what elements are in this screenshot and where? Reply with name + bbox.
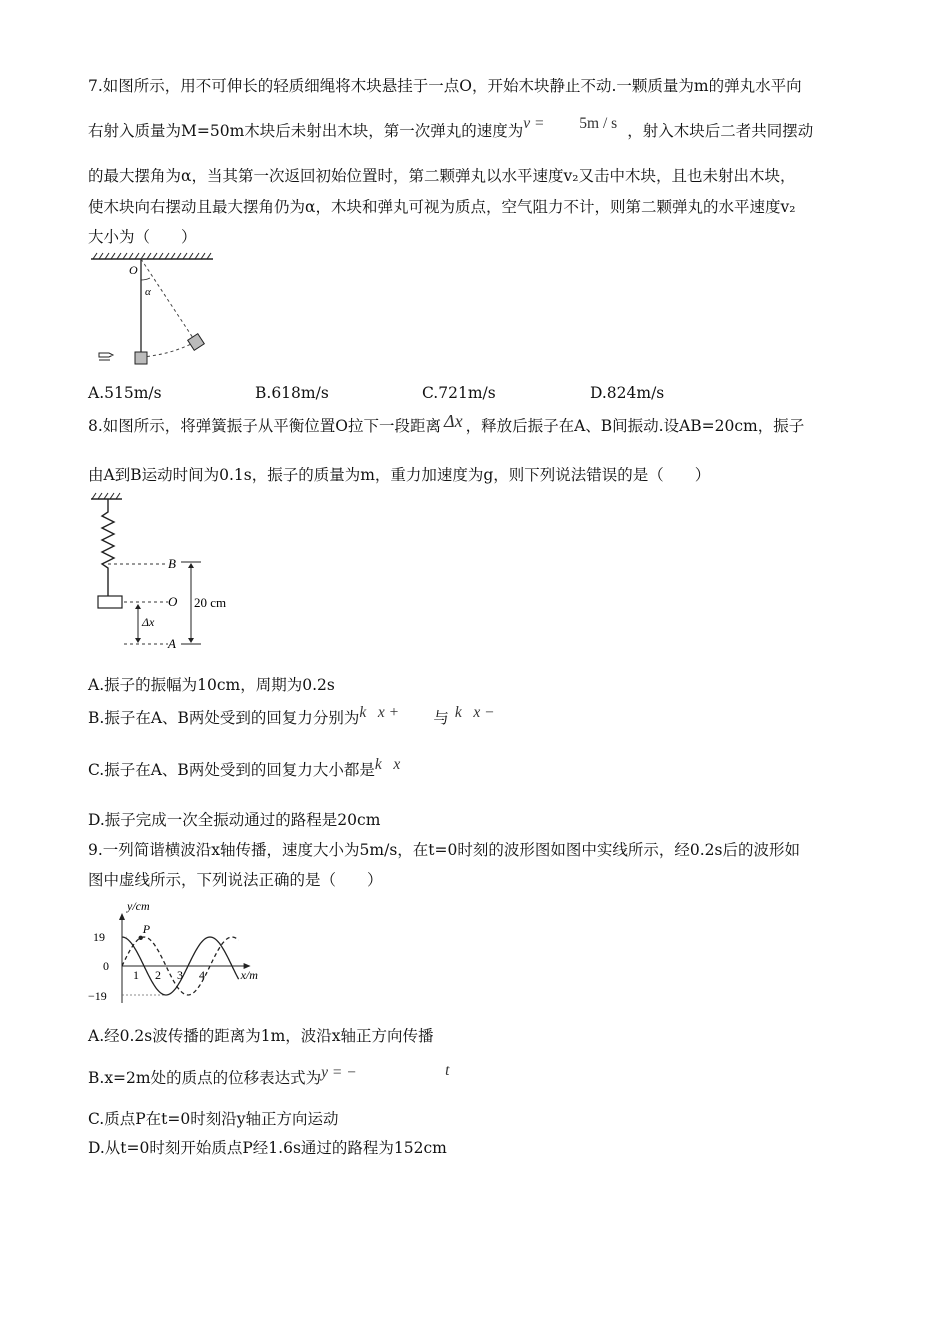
y-axis-label: y/cm (127, 899, 150, 913)
bullet-icon (99, 353, 113, 360)
q8-option-d[interactable]: D.振子完成一次全振动通过的路程是20cm (88, 811, 381, 829)
label-O: O (129, 263, 138, 277)
y-tick-label-top: 19 (93, 930, 105, 944)
q8-option-b-mid: 与 (433, 709, 449, 727)
y-axis-arrow (119, 913, 125, 920)
label-alpha: α (145, 286, 151, 298)
q9-option-a[interactable]: A.经0.2s波传播的距离为1m，波沿x轴正方向传播 (88, 1027, 434, 1045)
label-A: A (168, 636, 176, 650)
q7-eq-speed: 5m / s (579, 115, 618, 132)
q8-line1 (88, 411, 805, 436)
y-tick-label-zero: 0 (103, 959, 109, 973)
q9-line1: 9.一列简谐横波沿x轴传播，速度大小为5m/s，在t=0时刻的波形图如图中实线所示，经0.2s后的波形如 (88, 841, 800, 859)
q9-line2: 图中虚线所示，下列说法正确的是（ ） (88, 871, 383, 889)
q7-line5: 大小为（ ） (88, 228, 197, 246)
q7-pendulum-figure (88, 252, 218, 374)
block (135, 352, 147, 364)
q7-option-d[interactable]: D.824m/s (590, 384, 665, 402)
y-tick-label-bottom: −19 (88, 989, 107, 1003)
label-dx: Δx (142, 615, 155, 629)
q7-eq-v: v = (523, 115, 545, 132)
q9-option-b-eq2: t (445, 1062, 450, 1079)
point-P-label: P (142, 921, 151, 936)
q8-option-b-eq2: k x − (454, 704, 495, 721)
support-hatch (92, 493, 120, 499)
q7-line4: 使木块向右摆动且最大摆角仍为α，木块和弹丸可视为质点，空气阻力不计，则第二颗弹丸的水平速度v₂ (88, 198, 796, 216)
q8-line1b: ，释放后振子在A、B间振动.设AB=20cm，振子 (465, 417, 805, 435)
label-O: O (168, 594, 178, 609)
q8-option-b-text: B.振子在A、B两处受到的回复力分别为 (88, 709, 360, 727)
q8-line2: 由A到B运动时间为0.1s，振子的质量为m，重力加速度为g，则下列说法错误的是（ ） (88, 466, 711, 484)
q8-option-c-text: C.振子在A、B两处受到的回复力大小都是 (88, 761, 375, 779)
q8-option-b-eq1: k x + (359, 704, 400, 721)
x-tick-label-2: 2 (155, 968, 161, 982)
spring (102, 499, 114, 596)
q7-option-a[interactable]: A.515m/s (88, 384, 162, 402)
x-tick-label-1: 1 (133, 968, 139, 982)
label-B: B (168, 556, 176, 571)
x-tick-label-3: 3 (177, 968, 183, 982)
q8-line1a: 8.如图所示，将弹簧振子从平衡位置O拉下一段距离 (88, 417, 441, 435)
x-tick-label-4: 4 (199, 968, 205, 982)
q7-line2a: 右射入质量为M=50m木块后未射出木块，第一次弹丸的速度为 (88, 122, 524, 140)
q8-option-c[interactable] (88, 756, 401, 781)
point-P (139, 936, 143, 940)
oscillator-block (98, 596, 122, 608)
q9-option-d[interactable]: D.从t=0时刻开始质点P经1.6s通过的路程为152cm (88, 1139, 447, 1157)
swing-arc (141, 344, 191, 357)
q9-option-c[interactable]: C.质点P在t=0时刻沿y轴正方向运动 (88, 1110, 339, 1128)
q7-line2 (88, 115, 814, 142)
q7-line3: 的最大摆角为α，当其第一次返回初始位置时，第二颗弹丸以水平速度v₂又击中木块，且也未射出木块， (88, 167, 796, 185)
q7-line2b: ，射入木块后二者共同摆动 (627, 122, 814, 140)
q8-option-a[interactable]: A.振子的振幅为10cm，周期为0.2s (88, 676, 335, 694)
q9-option-b-eq1: y = − (321, 1064, 357, 1081)
label-20cm: 20 cm (194, 595, 227, 610)
q7-line1: 7.如图所示，用不可伸长的轻质细绳将木块悬挂于一点O，开始木块静止不动.一颗质量为m的弹丸水平向 (88, 77, 802, 95)
angle-arc (141, 278, 150, 280)
ceiling-hatch (93, 253, 211, 259)
x-axis-label: x/m (240, 968, 258, 982)
q9-option-b[interactable] (88, 1062, 450, 1089)
q8-option-b[interactable] (88, 704, 495, 729)
q8-eq-dx: Δx (444, 411, 463, 431)
swung-rope (141, 259, 195, 341)
q8-spring-figure (88, 492, 248, 650)
q7-option-c[interactable]: C.721m/s (422, 384, 496, 402)
q9-wave-chart (88, 896, 288, 1008)
q7-option-b[interactable]: B.618m/s (255, 384, 329, 402)
q9-option-b-text: B.x=2m处的质点的位移表达式为 (88, 1069, 322, 1087)
q8-option-c-eq: k x (374, 756, 401, 773)
block-swung (188, 334, 205, 351)
